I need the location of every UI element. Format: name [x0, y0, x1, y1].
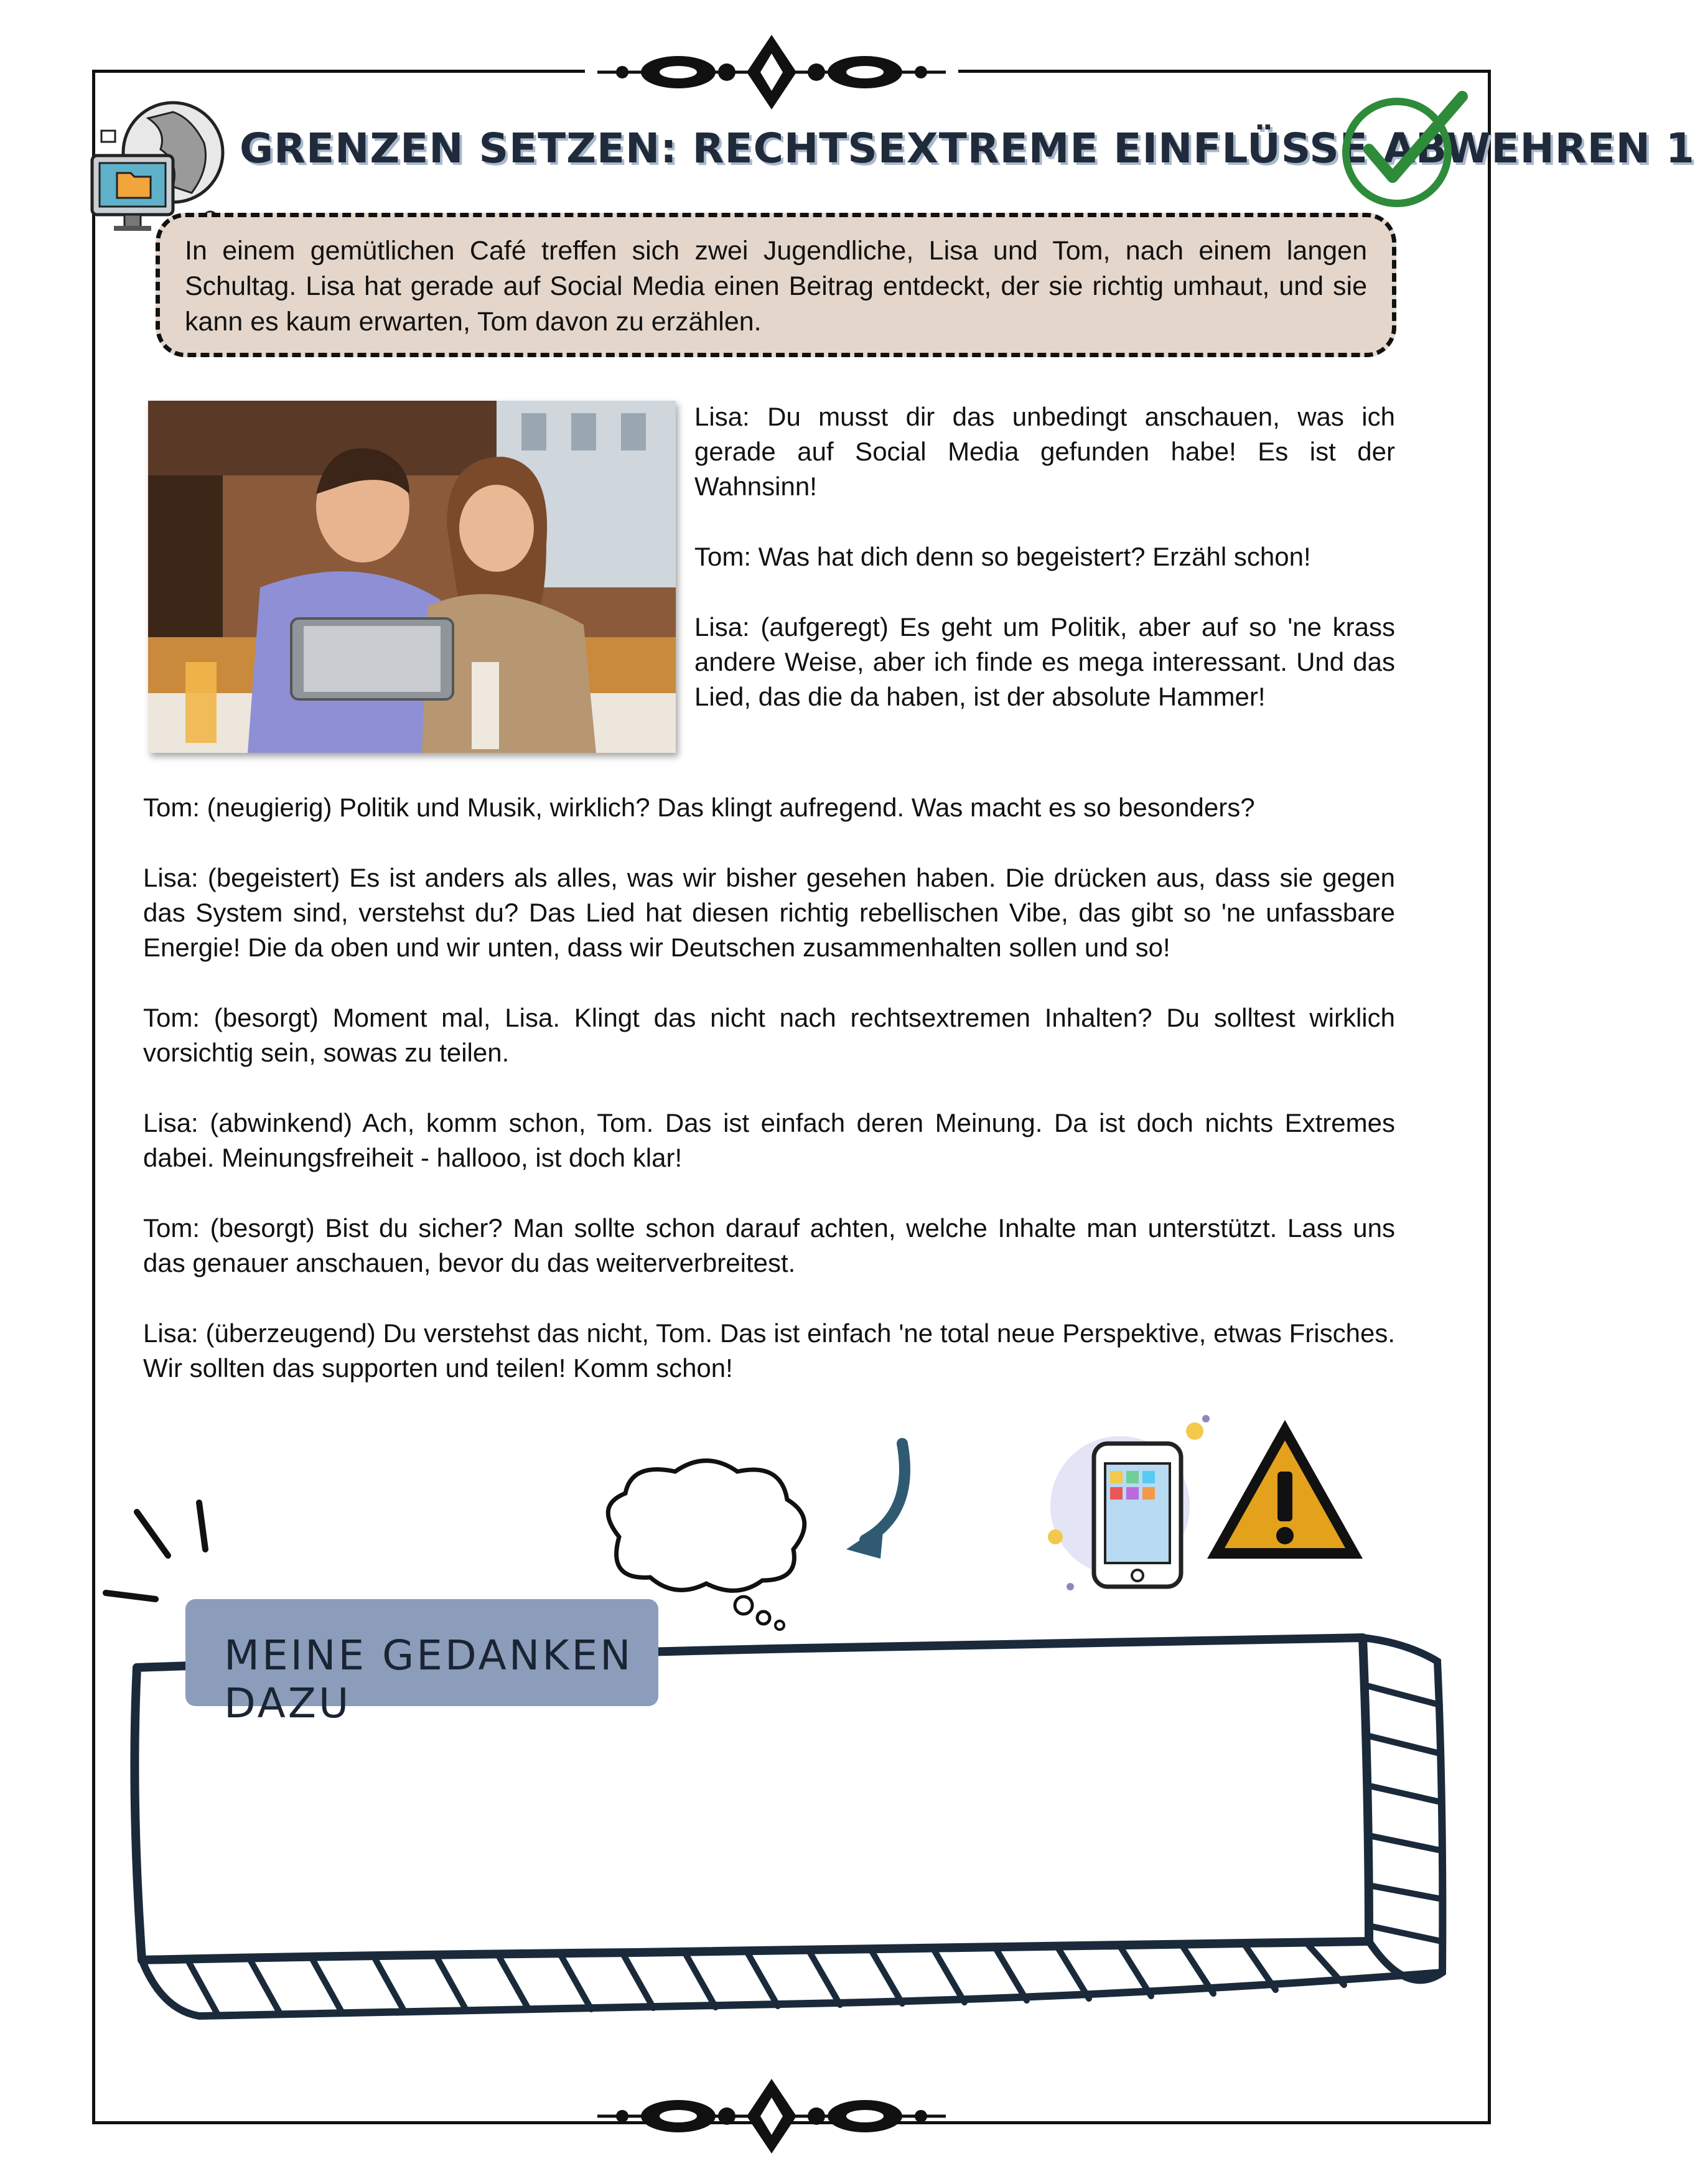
notes-label: MEINE GEDANKEN DAZU	[185, 1599, 658, 1706]
checkmark-icon	[1338, 87, 1475, 212]
bottom-ornament-icon	[585, 2075, 958, 2162]
dialogue-line: Tom: (besorgt) Moment mal, Lisa. Klingt das nicht nach rechtsextremen Inhalten? Du solltest wirklich vorsichtig sein, sowas zu teilen.	[143, 1003, 1395, 1067]
dialogue-line: Tom: (besorgt) Bist du sicher? Man sollte schon darauf achten, welche Inhalte man unterstützt. Lass uns das genauer anschauen, bevor du das weiterverbreitest.	[143, 1213, 1395, 1277]
dialogue-line: Tom: Was hat dich denn so begeistert? Erzähl schon!	[694, 542, 1311, 571]
dialogue-line: Lisa: Du musst dir das unbedingt anschauen, was ich gerade auf Social Media gefunden habe! Es ist der Wahnsinn!	[694, 402, 1395, 501]
dialogue-top	[694, 399, 1395, 750]
dialogue-line: Tom: (neugierig) Politik und Musik, wirklich? Das klingt aufregend. Was macht es so besonders?	[143, 793, 1255, 822]
dialogue-line: Lisa: (begeistert) Es ist anders als alles, was wir bisher gesehen haben. Die drücken aus, dass sie gegen das System sind, verstehst du? Das Lied hat diesen richtig rebellischen Vibe, das gibt so 'ne unfassbare Energie! Die da oben und wir unten, dass wir Deutschen zusammenhalten sollen und so!	[143, 863, 1395, 962]
smartphone-icon	[1045, 1412, 1207, 1599]
arrow-icon	[834, 1431, 921, 1568]
dialogue-line: Lisa: (abwinkend) Ach, komm schon, Tom. Das ist einfach deren Meinung. Da ist doch nichts Extremes dabei. Meinungsfreiheit - hallooo, ist doch klar!	[143, 1108, 1395, 1172]
page-title: GRENZEN SETZEN: RECHTSEXTREME EINFLÜSSE ABWEHREN 1	[240, 124, 1695, 172]
cafe-photo	[148, 401, 676, 753]
dialogue-line: Lisa: (aufgeregt) Es geht um Politik, aber auf so 'ne krass andere Weise, aber ich finde es mega interessant. Und das Lied, das die da haben, ist der absolute Hammer!	[694, 612, 1395, 711]
top-ornament-icon	[585, 31, 958, 118]
intro-text: In einem gemütlichen Café treffen sich zwei Jugendliche, Lisa und Tom, nach einem langen Schultag. Lisa hat gerade auf Social Media einen Beitrag entdeckt, der sie richtig umhaut, und sie kann es kaum erwarten, Tom davon zu erzählen.	[185, 236, 1367, 337]
intro-box	[156, 213, 1396, 357]
dialogue-bottom	[143, 790, 1395, 1421]
warning-icon	[1201, 1412, 1369, 1568]
accent-strokes-icon	[100, 1500, 224, 1612]
dialogue-line: Lisa: (überzeugend) Du verstehst das nicht, Tom. Das ist einfach 'ne total neue Perspektive, etwas Frisches. Wir sollten das supporten und teilen! Komm schon!	[143, 1318, 1395, 1383]
